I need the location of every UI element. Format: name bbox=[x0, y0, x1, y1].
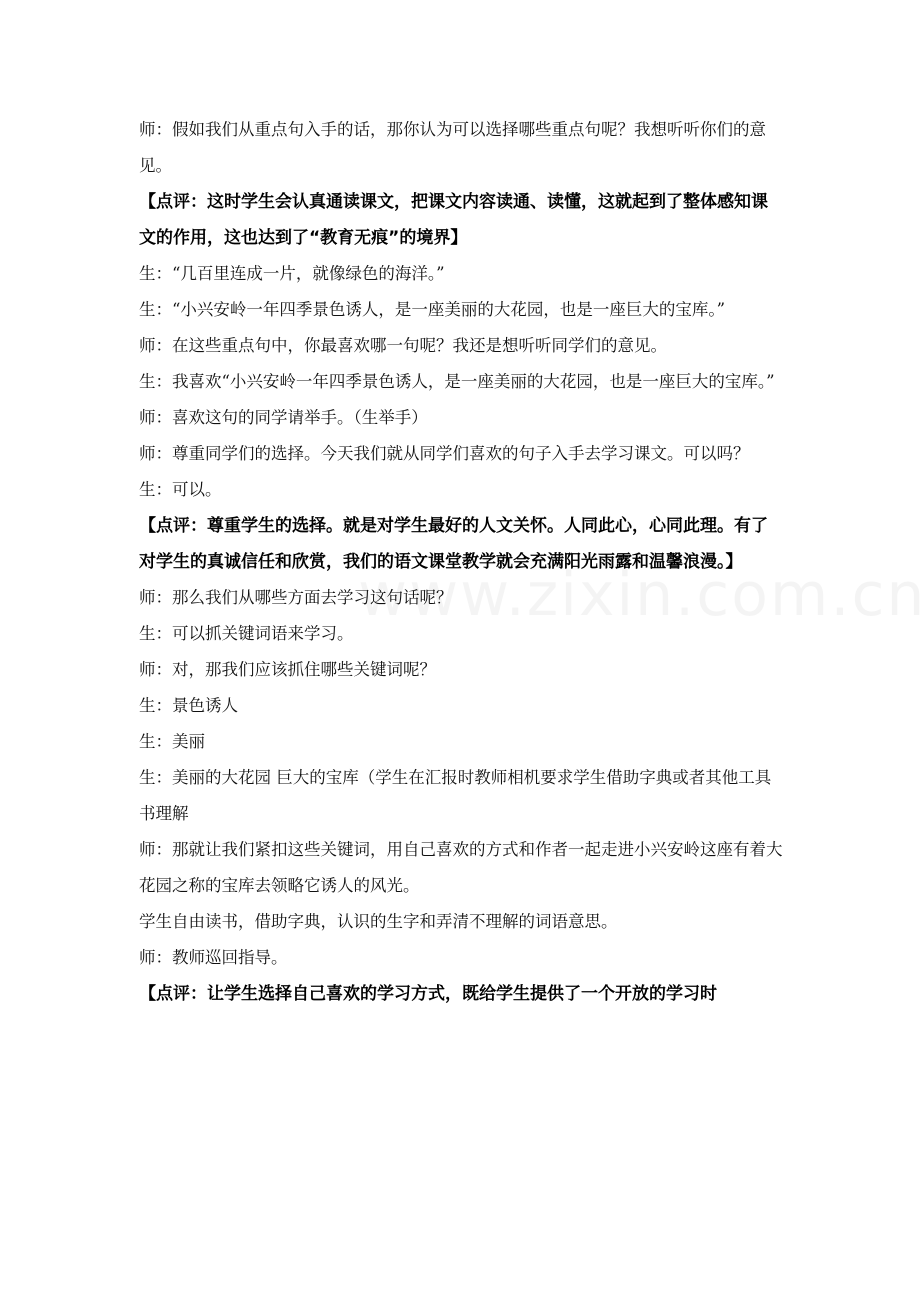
dialogue-line: 生：我喜欢“小兴安岭一年四季景色诱人，是一座美丽的大花园，也是一座巨大的宝库。” bbox=[139, 372, 775, 391]
comment-block: 【点评：让学生选择自己喜欢的学习方式，既给学生提供了一个开放的学习时 bbox=[139, 984, 717, 1004]
dialogue-line: 生：美丽 bbox=[139, 732, 205, 751]
dialogue-line: 生：可以。 bbox=[139, 480, 222, 499]
dialogue-line: 生：“小兴安岭一年四季景色诱人，是一座美丽的大花园，也是一座巨大的宝库。” bbox=[139, 300, 726, 319]
dialogue-line: 师：那么我们从哪些方面去学习这句话呢？ bbox=[139, 588, 453, 607]
comment-block: 【点评：尊重学生的选择。就是对学生最好的人文关怀。人同此心，心同此理。有了对学生的真诚信任和欣赏，我们的语文课堂教学就会充满阳光雨露和温馨浪漫。】 bbox=[139, 516, 768, 572]
dialogue-line: 师：假如我们从重点句入手的话，那你认为可以选择哪些重点句呢？我想听听你们的意见。 bbox=[139, 120, 766, 175]
comment-block: 【点评：这时学生会认真通读课文，把课文内容读通、读懂，这就起到了整体感知课文的作用，这也达到了“教育无痕”的境界】 bbox=[139, 192, 768, 248]
dialogue-line: 生：美丽的大花园 巨大的宝库（学生在汇报时教师相机要求学生借助字典或者其他工具书理解 bbox=[139, 768, 772, 823]
dialogue-line: 生：“几百里连成一片，就像绿色的海洋。” bbox=[139, 264, 445, 283]
narration-line: 学生自由读书，借助字典，认识的生字和弄清不理解的词语意思。 bbox=[139, 912, 618, 931]
dialogue-line: 师：教师巡回指导。 bbox=[139, 948, 288, 967]
dialogue-line: 生：可以抓关键词语来学习。 bbox=[139, 624, 354, 643]
dialogue-line: 生：景色诱人 bbox=[139, 696, 238, 715]
dialogue-line: 师：在这些重点句中，你最喜欢哪一句呢？我还是想听听同学们的意见。 bbox=[139, 336, 667, 355]
dialogue-line: 师：那就让我们紧扣这些关键词，用自己喜欢的方式和作者一起走进小兴安岭这座有着大花园之称的宝库去领略它诱人的风光。 bbox=[139, 840, 783, 895]
document-body bbox=[139, 112, 784, 1012]
dialogue-line: 师：对，那我们应该抓住哪些关键词呢？ bbox=[139, 660, 436, 679]
dialogue-line: 师：尊重同学们的选择。今天我们就从同学们喜欢的句子入手去学习课文。可以吗？ bbox=[139, 444, 750, 463]
dialogue-line: 师：喜欢这句的同学请举手。（生举手） bbox=[139, 408, 428, 427]
